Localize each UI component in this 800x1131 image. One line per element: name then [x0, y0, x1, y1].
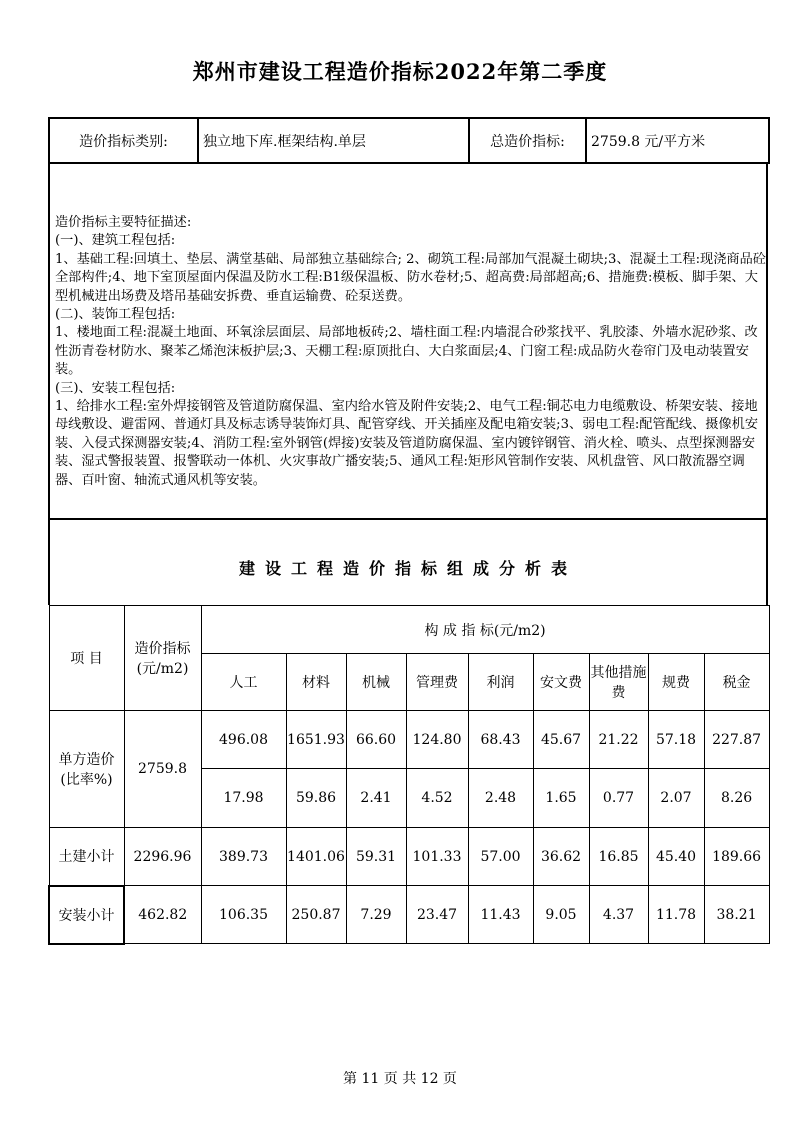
install-value-cell: 11.78 — [648, 886, 704, 944]
civil-value-cell: 101.33 — [406, 828, 468, 886]
ratio-value-cell: 2.48 — [468, 769, 533, 828]
column-header: 税金 — [704, 654, 769, 711]
unit-value-cell: 496.08 — [201, 711, 286, 769]
total-label: 总造价指标: — [469, 118, 586, 163]
ratio-value-cell: 17.98 — [201, 769, 286, 828]
ratio-value-cell: 59.86 — [286, 769, 346, 828]
total-value: 2759.8 元/平方米 — [586, 118, 769, 163]
unit-value-cell: 68.43 — [468, 711, 533, 769]
column-header: 人工 — [201, 654, 286, 711]
civil-value-cell: 1401.06 — [286, 828, 346, 886]
install-value-cell: 11.43 — [468, 886, 533, 944]
install-value-cell: 9.05 — [533, 886, 589, 944]
composition-header: 构 成 指 标(元/m2) — [201, 606, 769, 654]
cost-analysis-table — [48, 605, 770, 945]
civil-value-cell: 189.66 — [704, 828, 769, 886]
ratio-value-cell: 4.52 — [406, 769, 468, 828]
civil-subtotal-total: 2296.96 — [124, 828, 201, 886]
unit-value-cell: 57.18 — [648, 711, 704, 769]
index-header: 造价指标(元/m2) — [124, 606, 201, 711]
analysis-title-box — [48, 520, 768, 605]
install-value-cell: 38.21 — [704, 886, 769, 944]
unit-value-cell: 21.22 — [589, 711, 648, 769]
civil-value-cell: 16.85 — [589, 828, 648, 886]
unit-value-cell: 66.60 — [346, 711, 406, 769]
unit-cost-total: 2759.8 — [124, 711, 201, 828]
ratio-value-cell: 1.65 — [533, 769, 589, 828]
column-header: 安文费 — [533, 654, 589, 711]
unit-value-cell: 227.87 — [704, 711, 769, 769]
column-header: 材料 — [286, 654, 346, 711]
install-value-cell: 250.87 — [286, 886, 346, 944]
civil-value-cell: 59.31 — [346, 828, 406, 886]
install-value-cell: 7.29 — [346, 886, 406, 944]
description-box — [48, 164, 768, 520]
description-text: 造价指标主要特征描述: (一)、建筑工程包括: 1、基础工程:回填土、垫层、满堂基础、局部独立基础综合; 2、砌筑工程:局部加气混凝土砌块;3、混凝土工程:现浇商品砼全部构件;4、地下室顶屋面内保温及防水工程:B1级保温板、防水卷材;5、超高费:局部超高;6、措施费:模板、脚手架、大型机械进出场费及塔吊基础安拆费、垂直运输费、砼泵送费。 (二)、装饰工程包括: 1、楼地面工程:混凝土地面、环氧涂层面层、局部地板砖;2、墙柱面工程:内墙混合砂浆找平、乳胶漆、外墙水泥砂浆、改性沥青卷材防水、聚苯乙烯泡沫板护层;3、天棚工程:原顶批白、大白浆面层;4、门窗工程:成品防火卷帘门及电动装置安装。 (三)、安装工程包括: 1、给排水工程:室外焊接钢管及管道防腐保温、室内给水管及附件安装;2、电气工程:铜芯电力电缆敷设、桥架安装、接地母线敷设、避雷网、普通灯具及标志诱导装饰灯具、配管穿线、开关插座及配电箱安装;3、弱电工程:配管配线、摄像机安装、入侵式探测器安装;4、消防工程:室外钢管(焊接)安装及管道防腐保温、室内镀锌钢管、消火栓、喷头、点型探测器安装、湿式警报装置、报警联动一体机、火灾事故广播安装;5、通风工程:矩形风管制作安装、风机盘管、风口散流器空调器、百叶窗、轴流式通风机等安装。 — [55, 215, 766, 488]
unit-value-cell: 1651.93 — [286, 711, 346, 769]
category-label: 造价指标类别: — [49, 118, 198, 163]
column-header: 机械 — [346, 654, 406, 711]
ratio-value-cell: 2.41 — [346, 769, 406, 828]
column-header: 利润 — [468, 654, 533, 711]
civil-value-cell: 36.62 — [533, 828, 589, 886]
install-value-cell: 23.47 — [406, 886, 468, 944]
ratio-value-cell: 2.07 — [648, 769, 704, 828]
item-header: 项 目 — [49, 606, 124, 711]
page-footer: 第 11 页 共 12 页 — [343, 1071, 457, 1087]
page-title: 郑州市建设工程造价指标2022年第二季度 — [192, 59, 608, 84]
column-header: 管理费 — [406, 654, 468, 711]
civil-value-cell: 389.73 — [201, 828, 286, 886]
unit-cost-label: 单方造价(比率%) — [49, 711, 124, 828]
ratio-value-cell: 8.26 — [704, 769, 769, 828]
install-subtotal-label: 安装小计 — [49, 886, 124, 944]
install-value-cell: 106.35 — [201, 886, 286, 944]
civil-subtotal-label: 土建小计 — [49, 828, 124, 886]
civil-value-cell: 57.00 — [468, 828, 533, 886]
column-header: 规费 — [648, 654, 704, 711]
header-table — [48, 117, 770, 164]
column-header: 其他措施费 — [589, 654, 648, 711]
analysis-title: 建设工程造价指标组成分析表 — [238, 559, 577, 578]
install-subtotal-total: 462.82 — [124, 886, 201, 944]
category-value: 独立地下库.框架结构.单层 — [198, 118, 469, 163]
unit-value-cell: 45.67 — [533, 711, 589, 769]
install-value-cell: 4.37 — [589, 886, 648, 944]
ratio-value-cell: 0.77 — [589, 769, 648, 828]
unit-value-cell: 124.80 — [406, 711, 468, 769]
civil-value-cell: 45.40 — [648, 828, 704, 886]
